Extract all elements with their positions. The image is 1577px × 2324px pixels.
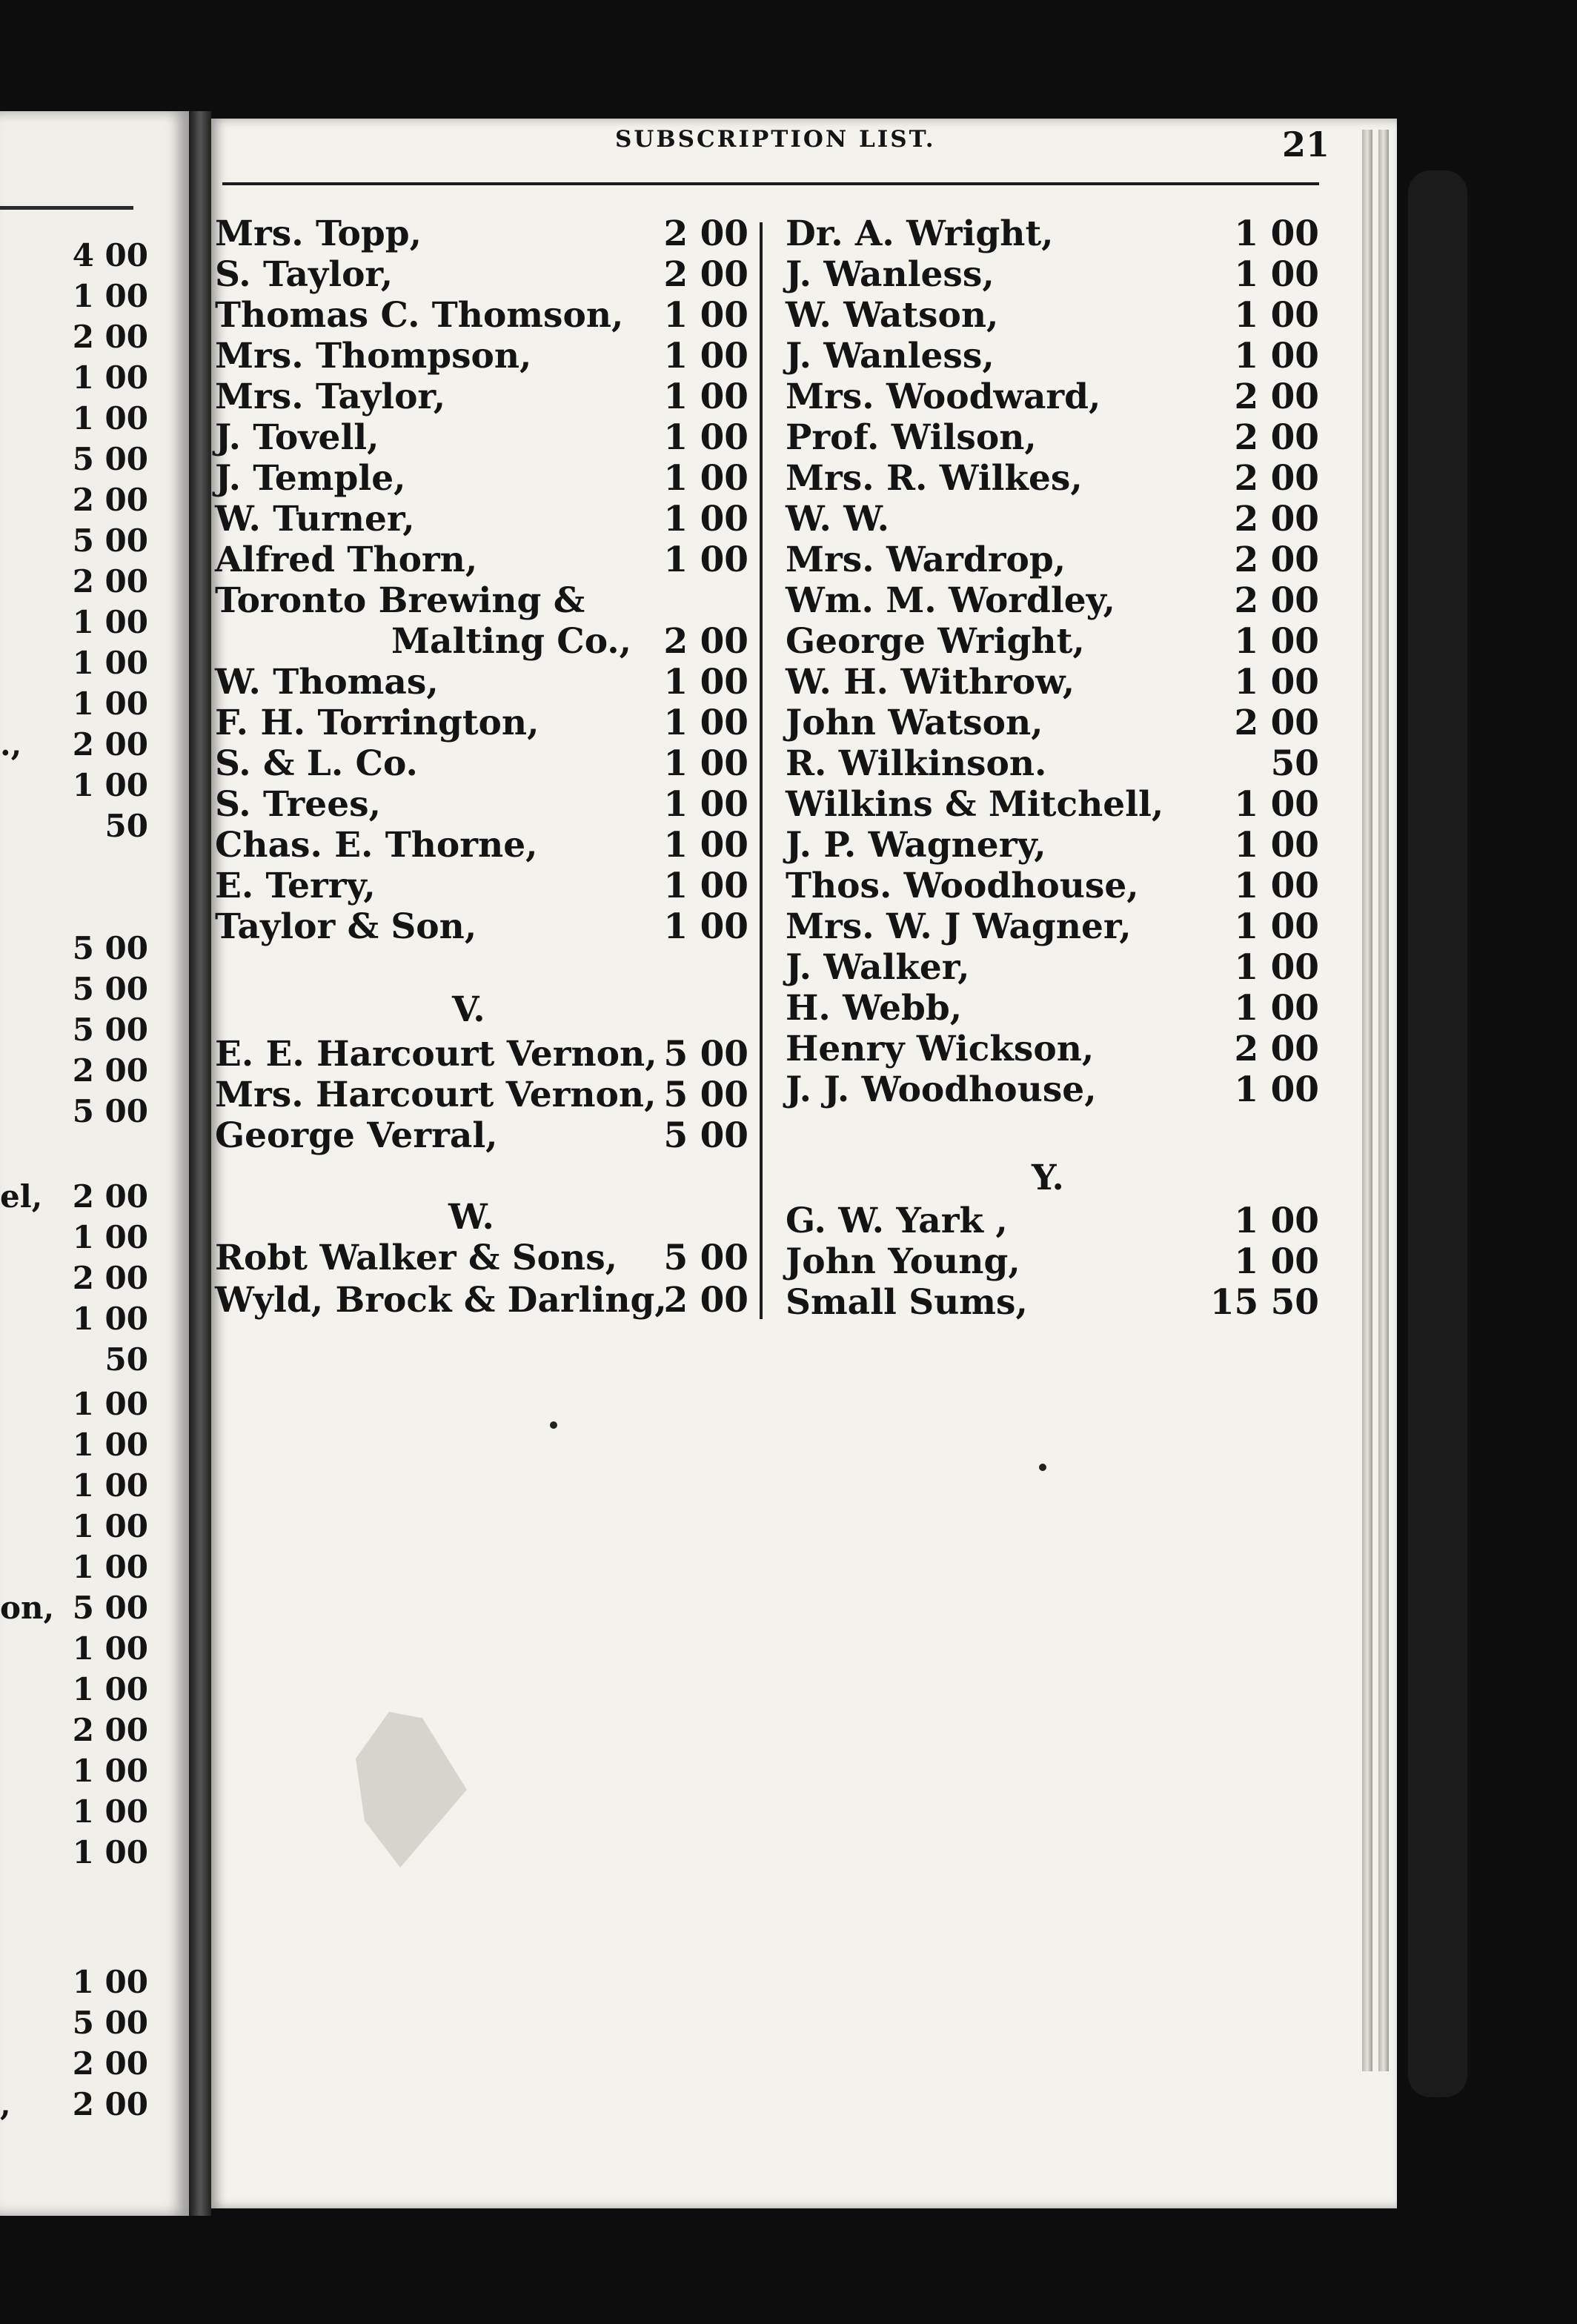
list-entry: E. E. Harcourt Vernon, 5 00 (215, 1034, 748, 1075)
page-header: SUBSCRIPTION LIST. (615, 126, 936, 153)
list-entry: Thomas C. Thomson, 1 00 (215, 295, 748, 336)
left-page-amount: 1 00 (72, 604, 148, 640)
left-page-amount: 2 00 (72, 319, 148, 355)
list-entry: Mrs. W. J Wagner, 1 00 (786, 906, 1319, 947)
list-entry: Mrs. Harcourt Vernon, 5 00 (215, 1075, 748, 1115)
list-entry: John Watson, 2 00 (786, 703, 1319, 743)
left-page-amount: 1 00 (72, 1549, 148, 1585)
left-page-text-fragment: el, (0, 1178, 43, 1215)
left-page-amount: 5 00 (72, 441, 148, 477)
left-page-amount: 1 00 (72, 1386, 148, 1422)
list-entry: Chas. E. Thorne, 1 00 (215, 825, 748, 866)
list-entry: Prof. Wilson, 2 00 (786, 417, 1319, 458)
left-page-amount: 2 00 (72, 1712, 148, 1748)
left-page-amount: 2 00 (72, 1260, 148, 1296)
left-page-amount: 1 00 (72, 1508, 148, 1544)
left-page-amount: 1 00 (72, 1219, 148, 1255)
left-page-amount: 5 00 (72, 2005, 148, 2041)
left-page-text-fragment: on, (0, 1590, 55, 1626)
section-letter-y: Y. (1032, 1158, 1064, 1198)
list-entry: Robt Walker & Sons, 5 00 (215, 1238, 748, 1278)
left-page-text-fragment: , (0, 2086, 11, 2122)
left-page-amount: 4 00 (72, 237, 148, 273)
left-page-text-fragment: ., (0, 726, 22, 763)
list-entry: W. Turner, 1 00 (215, 499, 748, 540)
list-entry: George Wright, 1 00 (786, 621, 1319, 662)
list-entry: Thos. Woodhouse, 1 00 (786, 866, 1319, 906)
list-entry: H. Webb, 1 00 (786, 988, 1319, 1029)
list-entry: J. Temple, 1 00 (215, 458, 748, 499)
list-entry: Mrs. Thompson, 1 00 (215, 336, 748, 376)
left-page-amount: 2 00 (72, 482, 148, 518)
left-page-amount: 2 00 (72, 1178, 148, 1215)
page-number: 21 (1282, 124, 1330, 165)
list-entry: Wilkins & Mitchell, 1 00 (786, 784, 1319, 825)
list-entry: Henry Wickson, 2 00 (786, 1029, 1319, 1069)
section-letter-v: V. (452, 989, 485, 1030)
list-entry: Taylor & Son, 1 00 (215, 906, 748, 947)
list-entry: E. Terry, 1 00 (215, 866, 748, 906)
list-entry: Mrs. Taylor, 1 00 (215, 376, 748, 417)
list-entry: Mrs. Woodward, 2 00 (786, 376, 1319, 417)
left-page-amount: 5 00 (72, 1093, 148, 1129)
left-page-amount: 1 00 (72, 1630, 148, 1667)
list-entry: Wyld, Brock & Darling, 2 00 (215, 1280, 748, 1321)
list-entry: J. Wanless, 1 00 (786, 336, 1319, 376)
ink-spot (550, 1421, 557, 1429)
left-page-amount: 5 00 (72, 971, 148, 1007)
list-entry: Malting Co., 2 00 (391, 621, 748, 662)
list-entry: G. W. Yark , 1 00 (786, 1201, 1319, 1241)
column-divider (760, 222, 763, 1319)
list-entry: Alfred Thorn, 1 00 (215, 540, 748, 580)
torn-page-shadow (1408, 170, 1467, 2097)
list-entry: J. Walker, 1 00 (786, 947, 1319, 988)
left-page-amount: 1 00 (72, 645, 148, 681)
left-page-amount: 50 (104, 1341, 148, 1378)
list-entry: Mrs. Wardrop, 2 00 (786, 540, 1319, 580)
list-entry: Wm. M. Wordley, 2 00 (786, 580, 1319, 621)
left-page-amount: 2 00 (72, 726, 148, 763)
left-page-amount: 1 00 (72, 1793, 148, 1830)
list-entry: F. H. Torrington, 1 00 (215, 703, 748, 743)
list-entry: S. & L. Co. 1 00 (215, 743, 748, 784)
list-entry: J. Tovell, 1 00 (215, 417, 748, 458)
left-page-amount: 1 00 (72, 1671, 148, 1707)
list-entry: Mrs. Topp, 2 00 (215, 213, 748, 254)
left-page-amount: 1 00 (72, 767, 148, 803)
ink-spot (1039, 1464, 1046, 1471)
list-entry: W. W. 2 00 (786, 499, 1319, 540)
list-entry: S. Taylor, 2 00 (215, 254, 748, 295)
left-page-amount: 2 00 (72, 1052, 148, 1089)
book-gutter (189, 111, 211, 2216)
page-edge-strip (1362, 130, 1372, 2071)
list-entry: Mrs. R. Wilkes, 2 00 (786, 458, 1319, 499)
list-entry: George Verral, 5 00 (215, 1115, 748, 1156)
left-page-amount: 1 00 (72, 359, 148, 396)
left-page-amount: 1 00 (72, 1964, 148, 2000)
left-page-amount: 2 00 (72, 563, 148, 600)
left-page-amount: 5 00 (72, 930, 148, 966)
list-entry: Small Sums, 15 50 (786, 1282, 1319, 1323)
list-entry: Toronto Brewing & (215, 580, 585, 621)
list-entry: J. Wanless, 1 00 (786, 254, 1319, 295)
left-page-amount: 50 (104, 808, 148, 844)
left-page-amount: 2 00 (72, 2086, 148, 2122)
list-entry: W. Thomas, 1 00 (215, 662, 748, 703)
page-edge-strip (1378, 130, 1389, 2071)
list-entry: Dr. A. Wright, 1 00 (786, 213, 1319, 254)
left-page-amount: 2 00 (72, 2045, 148, 2082)
left-facing-page (0, 111, 189, 2216)
header-rule (222, 182, 1319, 185)
left-page-amount: 1 00 (72, 1753, 148, 1789)
left-page-amount: 1 00 (72, 1427, 148, 1463)
list-entry: John Young, 1 00 (786, 1241, 1319, 1282)
left-page-amount: 5 00 (72, 522, 148, 559)
left-page-amount: 1 00 (72, 685, 148, 722)
list-entry: J. P. Wagnery, 1 00 (786, 825, 1319, 866)
list-entry: W. H. Withrow, 1 00 (786, 662, 1319, 703)
left-page-amount: 1 00 (72, 400, 148, 436)
list-entry: W. Watson, 1 00 (786, 295, 1319, 336)
left-page-amount: 1 00 (72, 278, 148, 314)
left-page-amount: 5 00 (72, 1590, 148, 1626)
left-page-amount: 1 00 (72, 1467, 148, 1504)
left-page-amount: 5 00 (72, 1012, 148, 1048)
section-letter-w: W. (448, 1197, 494, 1238)
list-entry: J. J. Woodhouse, 1 00 (786, 1069, 1319, 1110)
left-page-amount: 1 00 (72, 1301, 148, 1337)
left-page-rule (0, 206, 133, 210)
list-entry: R. Wilkinson. 50 (786, 743, 1319, 784)
list-entry: S. Trees, 1 00 (215, 784, 748, 825)
left-page-amount: 1 00 (72, 1834, 148, 1870)
